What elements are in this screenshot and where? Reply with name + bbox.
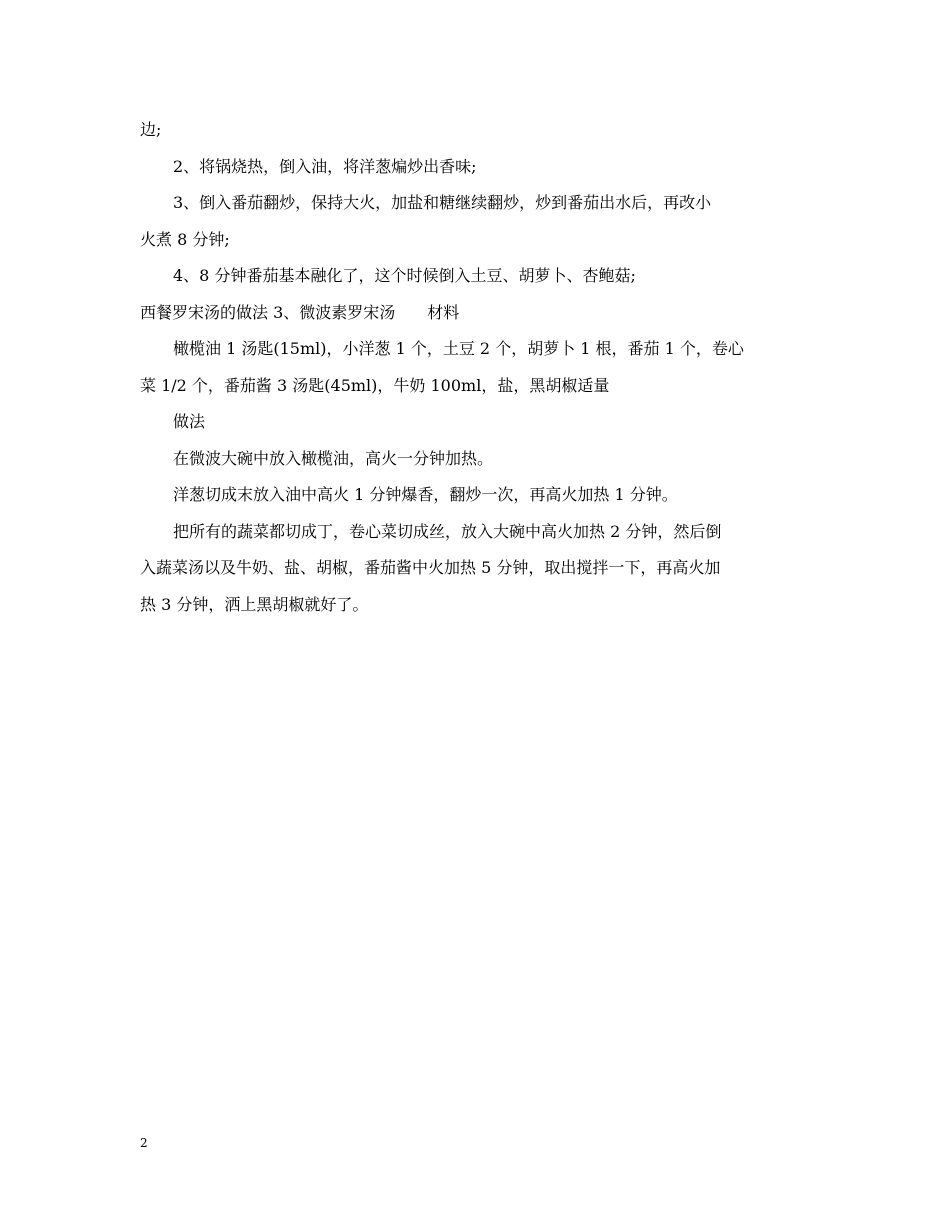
text-line: 把所有的蔬菜都切成丁，卷心菜切成丝，放入大碗中高火加热 2 分钟，然后倒 — [173, 521, 722, 541]
page-number: 2 — [140, 1136, 148, 1150]
text-line: 菜 1/2 个，番茄酱 3 汤匙(45ml)，牛奶 100ml，盐，黑胡椒适量 — [140, 375, 610, 395]
text-line: 3、倒入番茄翻炒，保持大火，加盐和糖继续翻炒，炒到番茄出水后，再改小 — [173, 193, 712, 212]
subheading: 做法 — [173, 412, 206, 431]
text-line: 橄榄油 1 汤匙(15ml)，小洋葱 1 个，土豆 2 个，胡萝卜 1 根，番茄 1 个，卷心 — [173, 339, 744, 358]
text-line: 在微波大碗中放入橄榄油，高火一分钟加热。 — [173, 448, 494, 468]
text-line: 边; — [140, 120, 162, 139]
text-line: 火煮 8 分钟; — [140, 229, 230, 249]
section-heading: 西餐罗宋汤的做法 3、微波素罗宋汤 材料 — [140, 302, 460, 322]
text-line: 入蔬菜汤以及牛奶、盐、胡椒，番茄酱中火加热 5 分钟，取出搅拌一下，再高火加 — [140, 558, 721, 577]
text-line: 洋葱切成末放入油中高火 1 分钟爆香，翻炒一次，再高火加热 1 分钟。 — [173, 485, 678, 504]
text-line: 2、将锅烧热，倒入油，将洋葱煸炒出香味; — [173, 156, 477, 176]
text-line: 热 3 分钟，洒上黑胡椒就好了。 — [140, 594, 369, 614]
text-line: 4、8 分钟番茄基本融化了，这个时候倒入土豆、胡萝卜、杏鲍菇; — [173, 266, 636, 285]
document-body — [140, 112, 815, 623]
